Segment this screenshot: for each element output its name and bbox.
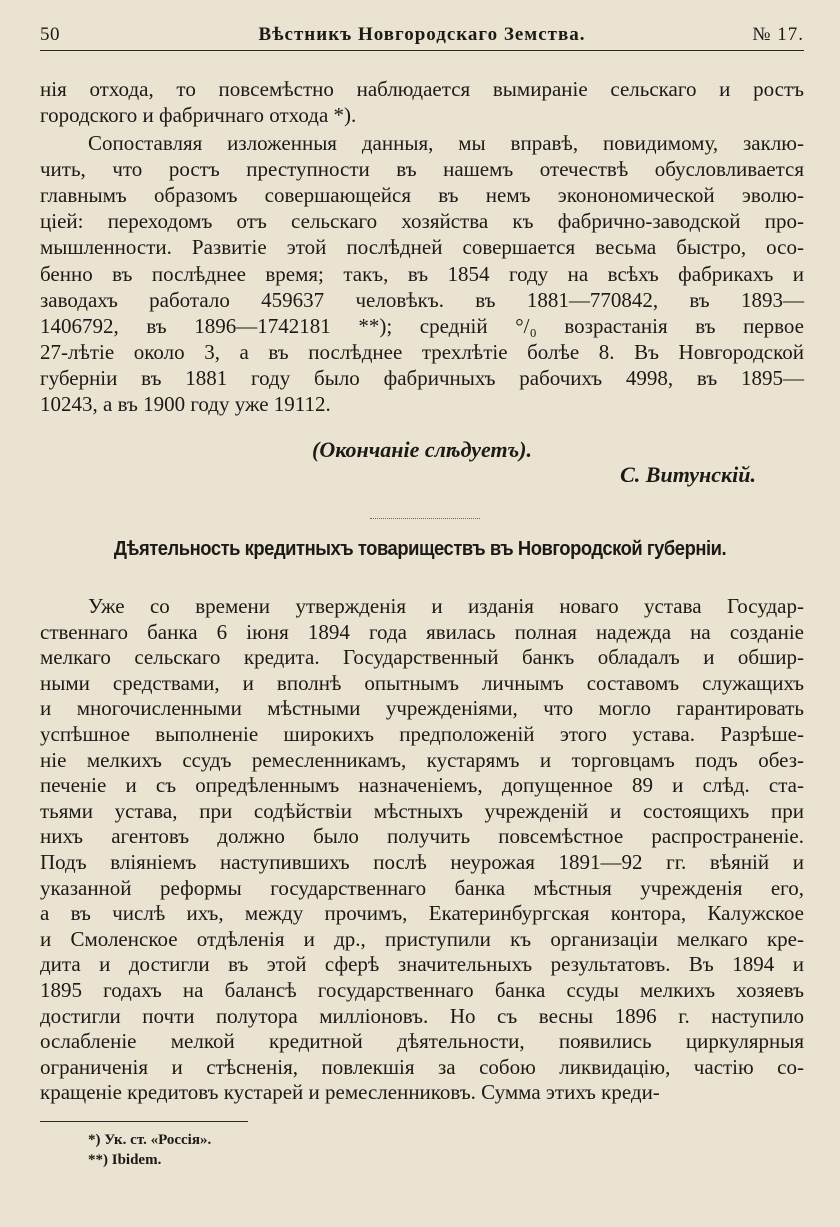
- text-line: достигли почти полутора милліоновъ. Но съ весны 1896 г. наступило: [40, 1003, 804, 1028]
- text-line: ными средствами, и вполнѣ опытнымъ личнымъ составомъ служащихъ: [40, 670, 804, 695]
- text-line: городского и фабричнаго отхода *).: [40, 103, 357, 127]
- text-line: и Смоленское отдѣленія и др., приступили къ организаціи мелкаго кре-: [40, 926, 804, 951]
- header-divider: [40, 50, 804, 51]
- text-line: 1406792, въ 1896—1742181 **); средній °/₀ возрастанія въ первое: [40, 313, 804, 338]
- text-line: главнымъ образомъ совершающейся въ немъ эконономической эволю-: [40, 183, 804, 208]
- issue-number: № 17.: [752, 24, 804, 45]
- footnote-divider: [40, 1121, 248, 1122]
- footnote-1: *) Ук. ст. «Россія».: [88, 1132, 212, 1148]
- text-line: губерніи въ 1881 году было фабричныхъ рабочихъ 4998, въ 1895—: [40, 365, 804, 390]
- text-line: ослабленіе мелкой кредитной дѣятельности, появились циркулярныя: [40, 1029, 804, 1054]
- text-line: нія отхода, то повсемѣстно наблюдается вымираніе сельскаго и ростъ: [40, 77, 804, 101]
- text-line: и многочисленными мѣстными учрежденіями, что могло гарантировать: [40, 696, 804, 721]
- article-heading: Дѣятельность кредитныхъ товариществъ въ Новгородской губерніи.: [113, 538, 727, 560]
- text-line: Сопоставляя изложенныя данныя, мы вправѣ, повидимому, заклю-: [88, 131, 804, 155]
- text-line: 10243, а въ 1900 году уже 19112.: [40, 392, 331, 416]
- journal-title: Вѣстникъ Новгородскаго Земства.: [258, 24, 586, 45]
- footnote-2: **) Ibidem.: [88, 1152, 162, 1168]
- text-line: Подъ вліяніемъ наступившихъ послѣ неурожая 1891—92 гг. вѣяній и: [40, 850, 804, 874]
- text-line: кращеніе кредитовъ кустарей и ремесленниковъ. Сумма этихъ креди-: [40, 1080, 660, 1105]
- text-line: печеніе и съ опредѣленнымъ назначеніемъ, допущенное 89 и слѣд. ста-: [40, 773, 804, 798]
- text-line: чить, что ростъ преступности въ нашемъ отечествѣ обусловливается: [40, 157, 804, 182]
- text-line: мышленности. Развитіе этой послѣдней совершается весьма быстро, осо-: [40, 235, 804, 260]
- text-line: ніе мелкихъ ссудъ ремесленникамъ, кустарямъ и торговцамъ подъ обез-: [40, 747, 804, 772]
- section-separator: [370, 518, 480, 519]
- text-line: а въ числѣ ихъ, между прочимъ, Екатеринбургская контора, Калужское: [40, 901, 804, 926]
- text-line: успѣшное выполненіе широкихъ предположеній этого устава. Разрѣше-: [40, 722, 804, 746]
- author-signature: С. Витунскій.: [620, 462, 756, 487]
- page-number: 50: [40, 24, 60, 45]
- text-line: бенно въ послѣднее время; такъ, въ 1854 году на всѣхъ фабрикахъ и: [40, 261, 804, 286]
- text-line: ограниченія и стѣсненія, повлекшія за собою ликвидацію, частію со-: [40, 1054, 804, 1079]
- text-line: нихъ агентовъ должно было получить повсемѣстное распространеніе.: [40, 824, 804, 849]
- text-line: тьями устава, при содѣйствіи мѣстныхъ учрежденій и состоящихъ при: [40, 798, 804, 823]
- text-line: мелкаго сельскаго кредита. Государственный банкъ обладалъ и обшир-: [40, 645, 804, 670]
- text-line: ціей: переходомъ отъ сельскаго хозяйства къ фабрично-заводской про-: [40, 209, 804, 234]
- text-line: дита и достигли въ этой сферѣ значительныхъ результатовъ. Въ 1894 и: [40, 952, 804, 977]
- running-header: [40, 22, 804, 52]
- text-line: 27-лѣтіе около 3, а въ послѣднее трехлѣтіе болѣе 8. Въ Новгородской: [40, 339, 804, 364]
- text-line: Уже со времени утвержденія и изданія новаго устава Государ-: [88, 594, 804, 618]
- text-line: 1895 годахъ на балансѣ государственнаго банка ссуды мелкихъ хозяевъ: [40, 978, 804, 1002]
- text-line: ственнаго банка 6 іюня 1894 года явилась полная надежда на созданіе: [40, 619, 804, 644]
- text-line: заводахъ работало 459637 человѣкъ. въ 1881—770842, въ 1893—: [40, 287, 804, 312]
- continued-note: (Окончаніе слѣдуетъ).: [312, 437, 532, 462]
- text-line: указанной реформы государственнаго банка мѣстныя учрежденія его,: [40, 875, 804, 900]
